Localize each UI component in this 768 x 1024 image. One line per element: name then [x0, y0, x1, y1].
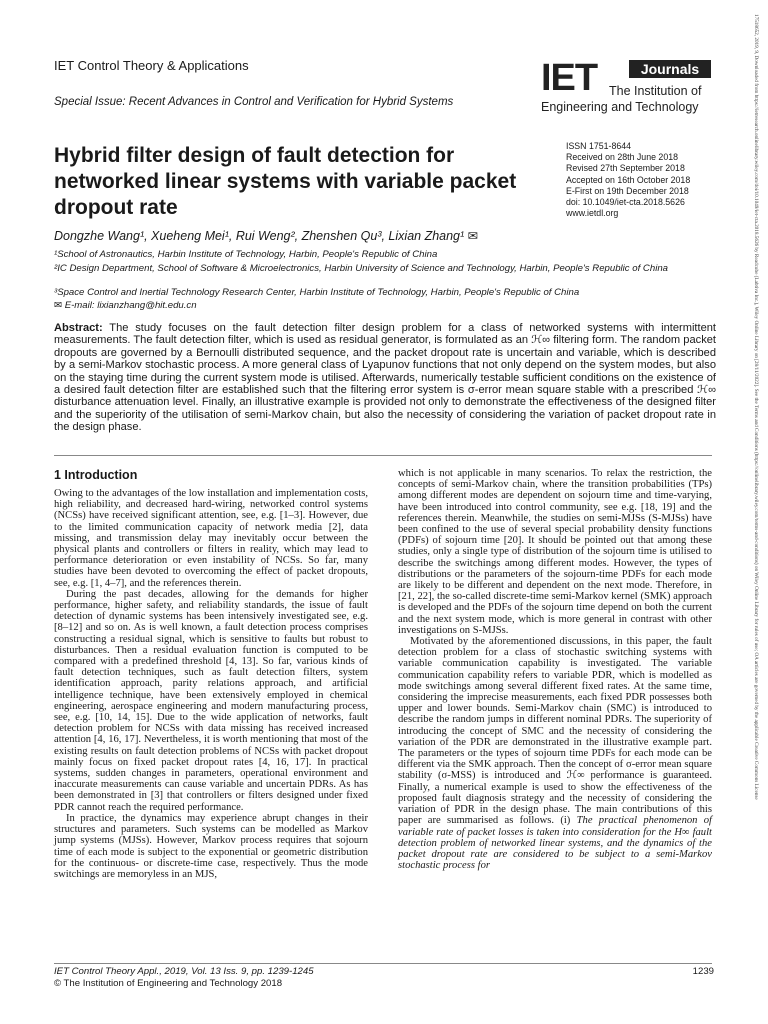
- footer-citation-block: [54, 966, 314, 990]
- section-divider: [54, 455, 712, 456]
- meta-accepted: Accepted on 16th October 2018: [566, 174, 691, 185]
- footer-copyright: © The Institution of Engineering and Technology 2018: [54, 978, 283, 989]
- iet-journals-logo: [541, 58, 715, 122]
- special-issue: Special Issue: Recent Advances in Control and Verification for Hybrid Systems: [54, 96, 454, 108]
- meta-revised: Revised 27th September 2018: [566, 163, 685, 174]
- affiliation-1: ¹School of Astronautics, Harbin Institute of Technology, Harbin, People's Republic of China: [54, 249, 438, 260]
- author-list: Dongzhe Wang¹, Xueheng Mei¹, Rui Weng², Zhenshen Qu³, Lixian Zhang¹ ✉: [54, 229, 479, 243]
- logo-journals-label: Journals: [629, 60, 711, 78]
- abstract: [54, 322, 716, 434]
- download-notice-strip: [750, 14, 760, 1014]
- affiliation-2: ²IC Design Department, School of Software & Microelectronics, Harbin University of Science and Technology, Harbin, People's Republic of China: [54, 263, 668, 274]
- logo-mark: IET: [541, 57, 598, 99]
- logo-institution-line2: Engineering and Technology: [541, 100, 699, 114]
- abstract-label: Abstract:: [54, 322, 103, 334]
- contribution-text: The practical phenomenon of variable rate of packet losses is taken into consideration for the H∞ fault detection problem of networked linear systems, and the dynamics of the packet dropout rate are considered to be subject to a semi-Markov stochastic process for: [398, 815, 712, 872]
- paragraph-text: Motivated by the aforementioned discussions, in this paper, the fault detection problem for a class of stochastic switching systems with variable communication capability is investigated. The variable communication capability refers to variable PDR, which is modelled as mode switchings among several different fixed rates. At the same time, considering the imprecise measurements, each fixed PDR possesses both upper and lower bounds. Semi-Markov chain (SMC) is introduced to describe the random jumps in different nominal PDRs. The superiority of introducing the concept of SMC and the necessity of considering the variation of the PDR are demonstrated in the illustrative example part. The parameters or the types of sojourn time PDFs for each mode can be different via the SMK approach. Then the concept of σ-error mean square stability (σ-MSS) is introduced and ℋ∞ performance is guaranteed. Finally, a numerical example is used to show the effectiveness of the proposed fault diagnosis strategy and the necessity of considering the variation of PDR in the design phase. The main contributions of this paper are summarised as follows. (i): [398, 636, 712, 827]
- paragraph: In practice, the dynamics may experience abrupt changes in their structures and parameters. Such systems can be modelled as Markov jump systems (MJSs). However, Markov process requires that sojourn time of each mode is subject to the exponential or geometric distribution for the continuous- or discrete-time case, respectively. Thus the mode switchings are memoryless in an MJS,: [54, 812, 368, 880]
- body-column-left: [54, 468, 368, 880]
- meta-doi[interactable]: doi: 10.1049/iet-cta.2018.5626: [566, 197, 685, 208]
- section-heading: 1 Introduction: [54, 468, 138, 482]
- page-number: 1239: [692, 966, 714, 977]
- paragraph: [398, 636, 712, 871]
- abstract-text: The study focuses on the fault detection filter design problem for a class of networked systems with intermittent measurements. The fault detection filter, which is used as residual generator, is formulated as an ℋ∞ filtering form. The random packet dropouts are governed by a Bernoulli distributed sequence, and the packet dropout rate is uncertain and variable, which is described by a semi-Markov stochastic process. A more general class of Lyapunov functions that not only depend on the system modes, but also on the staying time during the current system mode is utilised. Afterwards, numerically testable sufficient conditions on the existence of a desired fault detection filter are established such that the filtering error system is σ-error mean square stable with a prescribed ℋ∞ disturbance attenuation level. Finally, an illustrative example is provided not only to demonstrate the effectiveness of the designed filter and the superiority of the utilisation of semi-Markov chain, but also the necessity of considering the variation of packet dropout rate in the design phase.: [54, 322, 717, 434]
- meta-efirst: E-First on 19th December 2018: [566, 185, 689, 196]
- article-meta: [566, 141, 690, 219]
- logo-institution-line1: The Institution of: [609, 84, 702, 98]
- footer-citation: IET Control Theory Appl., 2019, Vol. 13 Iss. 9, pp. 1239-1245: [54, 966, 314, 977]
- article-title: Hybrid filter design of fault detection for networked linear systems with variable packet dropout rate: [54, 144, 517, 219]
- body-column-right: [398, 468, 712, 871]
- meta-received: Received on 28th June 2018: [566, 152, 679, 163]
- journal-name: IET Control Theory & Applications: [54, 58, 249, 73]
- paragraph: During the past decades, allowing for the demands for higher performance, higher safety, and reliability standards, the issue of fault detection of dynamic systems has been intensively investigated see, e.g. [8–12] and so on. As is well known, a fault detection process comprises constructing a residual signal, which is sensitive to faults but robust to disturbances. Then a residual evaluation function is computed to be compared with a predefined threshold [4, 13]. So far, various kinds of fault detection techniques, such as fault detection filters, system identification approach, parity relations approach, and artificial intelligence technique, have been extensively employed in chemical engineering, aerospace engineering and modern manufacturing process, see, e.g. [10, 14, 15]. Due to the wide application of networks, fault detection problem for NCSs with data missing has received increased attention [4, 16, 17]. Nevertheless, it is worth mentioning that most of the existing results on fault detection problems of NCSs with packet dropout mainly focus on fixed packet dropout rates [4, 16, 17]. In practical systems, sudden changes in parameters, operational environment and inaccurate measurements can cause variable and uncertain PDRs. As has been demonstrated in [3] that controllers or filters designed under fixed PDR cannot reach the required performance.: [54, 588, 368, 813]
- meta-issn: ISSN 1751-8644: [566, 141, 632, 151]
- affiliation-3: ³Space Control and Inertial Technology Research Center, Harbin Institute of Technology, Harbin, People's Republic of China: [54, 287, 580, 298]
- download-notice-text: 17518652, 2019, 9, Downloaded from https://ietresearch.onlinelibrary.wiley.com/doi/10.1049/iet-cta.2018.5626 by Readcube (Labtiva Inc.), Wiley Online Library on [28/11/2022]. See the Terms and Conditions (https://onlinelibrary.wiley.com/terms-and-conditions) on Wiley Online Library for rules of use; OA articles are governed by the applicable Creative Commons License: [753, 14, 759, 800]
- paragraph: Owing to the advantages of the low installation and implementation costs, high reliability, and decreased hard-wiring, networked control systems (NCSs) have received significant attention, see, e.g. [1–3]. However, due to the limited communication capacity of network media [2], data missing, and transmission delay may inevitably occur between the physical plants and controllers or filters in reality, which may lead to performance deterioration or even instability of NCSs. So far, many studies have been devoted to overcoming the effect of packet dropouts, see, e.g. [1, 4–7], and the references therein.: [54, 488, 368, 589]
- corresponding-email[interactable]: ✉ E-mail: lixianzhang@hit.edu.cn: [54, 300, 197, 311]
- paragraph: which is not applicable in many scenarios. To relax the restriction, the concepts of semi-Markov chain, where the transition probabilities (TPs) among different modes are dependent on sojourn time and time-varying, have been introduced into control community, see e.g. [18, 19] and the references therein. Meanwhile, the studies on semi-MJSs (S-MJSs) have been confined to the use of several special probability density functions (PDFs) of sojourn time [20]. It should be pointed out that among these studies, only a single type of distribution of the sojourn time is utilised to describe the switchings among different modes. However, the types of distributions or the parameters of the sojourn-time PDFs for each mode are likely to be different and dependent on the next mode. Therefore, in [21, 22], the so-called discrete-time semi-Markov kernel (SMK) approach is developed and the PDFs of the sojourn time depend on both the current and the next system mode, which is more general in contrast with other investigations on S-MJSs.: [398, 468, 712, 636]
- meta-website[interactable]: www.ietdl.org: [566, 208, 619, 219]
- footer-divider: [54, 963, 712, 964]
